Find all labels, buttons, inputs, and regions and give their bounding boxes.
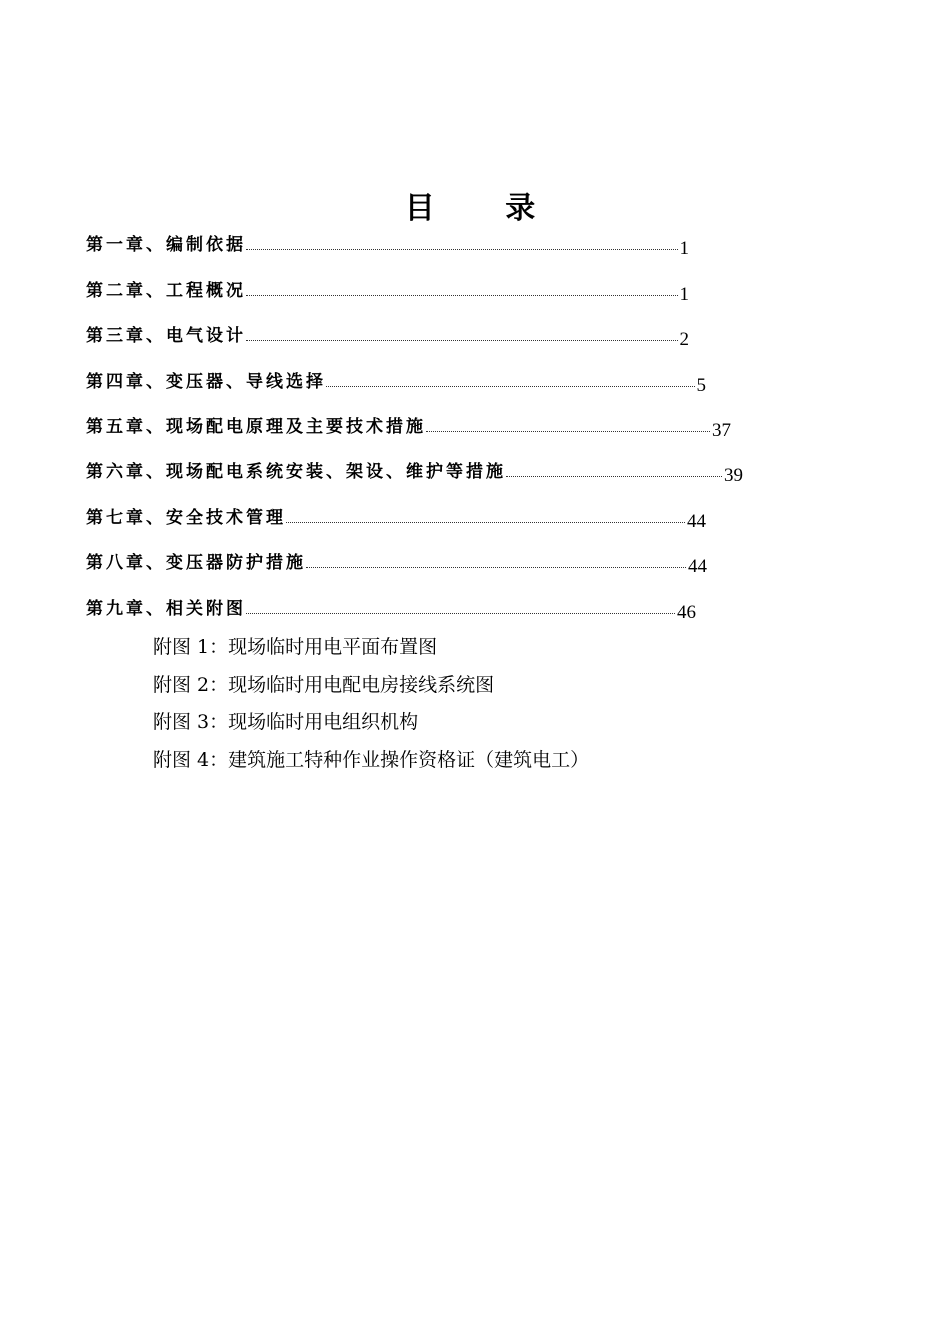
- toc-chapter-label: 第九章、相关附图: [86, 599, 246, 619]
- toc-page-number: 37: [712, 420, 731, 441]
- toc-chapter-label: 第六章、现场配电系统安装、架设、维护等措施: [86, 462, 506, 482]
- toc-entry-chapter-4[interactable]: [86, 363, 706, 396]
- toc-dot-leader: [246, 248, 678, 250]
- toc-dot-leader: [246, 612, 675, 614]
- toc-page-number: 1: [679, 284, 689, 305]
- toc-page-number: 5: [696, 375, 706, 396]
- toc-chapter-label: 第七章、安全技术管理: [86, 508, 286, 528]
- toc-dot-leader: [426, 430, 710, 432]
- toc-entry-chapter-3[interactable]: [86, 317, 689, 350]
- appendix-item-3: 附图 3：现场临时用电组织机构: [153, 711, 419, 733]
- toc-dot-leader: [506, 475, 722, 477]
- toc-chapter-label: 第二章、工程概况: [86, 281, 246, 301]
- toc-page-number: 39: [724, 465, 743, 486]
- toc-dot-leader: [246, 339, 678, 341]
- toc-entry-chapter-2[interactable]: [86, 272, 689, 305]
- toc-chapter-label: 第三章、电气设计: [86, 326, 246, 346]
- toc-title: 目 录: [404, 191, 566, 226]
- toc-page-number: 1: [679, 238, 689, 259]
- toc-page-number: 44: [687, 511, 706, 532]
- toc-entry-chapter-6[interactable]: [86, 453, 743, 486]
- appendix-item-1: 附图 1：现场临时用电平面布置图: [153, 636, 438, 658]
- toc-chapter-label: 第五章、现场配电原理及主要技术措施: [86, 417, 426, 437]
- appendix-item-2: 附图 2：现场临时用电配电房接线系统图: [153, 674, 495, 696]
- toc-chapter-label: 第四章、变压器、导线选择: [86, 372, 326, 392]
- toc-page-number: 2: [679, 329, 689, 350]
- toc-dot-leader: [286, 521, 685, 523]
- toc-dot-leader: [326, 385, 695, 387]
- toc-dot-leader: [306, 566, 686, 568]
- toc-entry-chapter-9[interactable]: [86, 590, 696, 623]
- toc-chapter-label: 第八章、变压器防护措施: [86, 553, 306, 573]
- appendix-item-4: 附图 4：建筑施工特种作业操作资格证（建筑电工）: [153, 749, 590, 771]
- toc-entry-chapter-8[interactable]: [86, 544, 707, 577]
- toc-entry-chapter-1[interactable]: [86, 226, 689, 259]
- toc-page-number: 44: [688, 556, 707, 577]
- toc-entry-chapter-7[interactable]: [86, 499, 706, 532]
- toc-entry-chapter-5[interactable]: [86, 408, 731, 441]
- toc-dot-leader: [246, 294, 678, 296]
- toc-chapter-label: 第一章、编制依据: [86, 235, 246, 255]
- toc-page-number: 46: [677, 602, 696, 623]
